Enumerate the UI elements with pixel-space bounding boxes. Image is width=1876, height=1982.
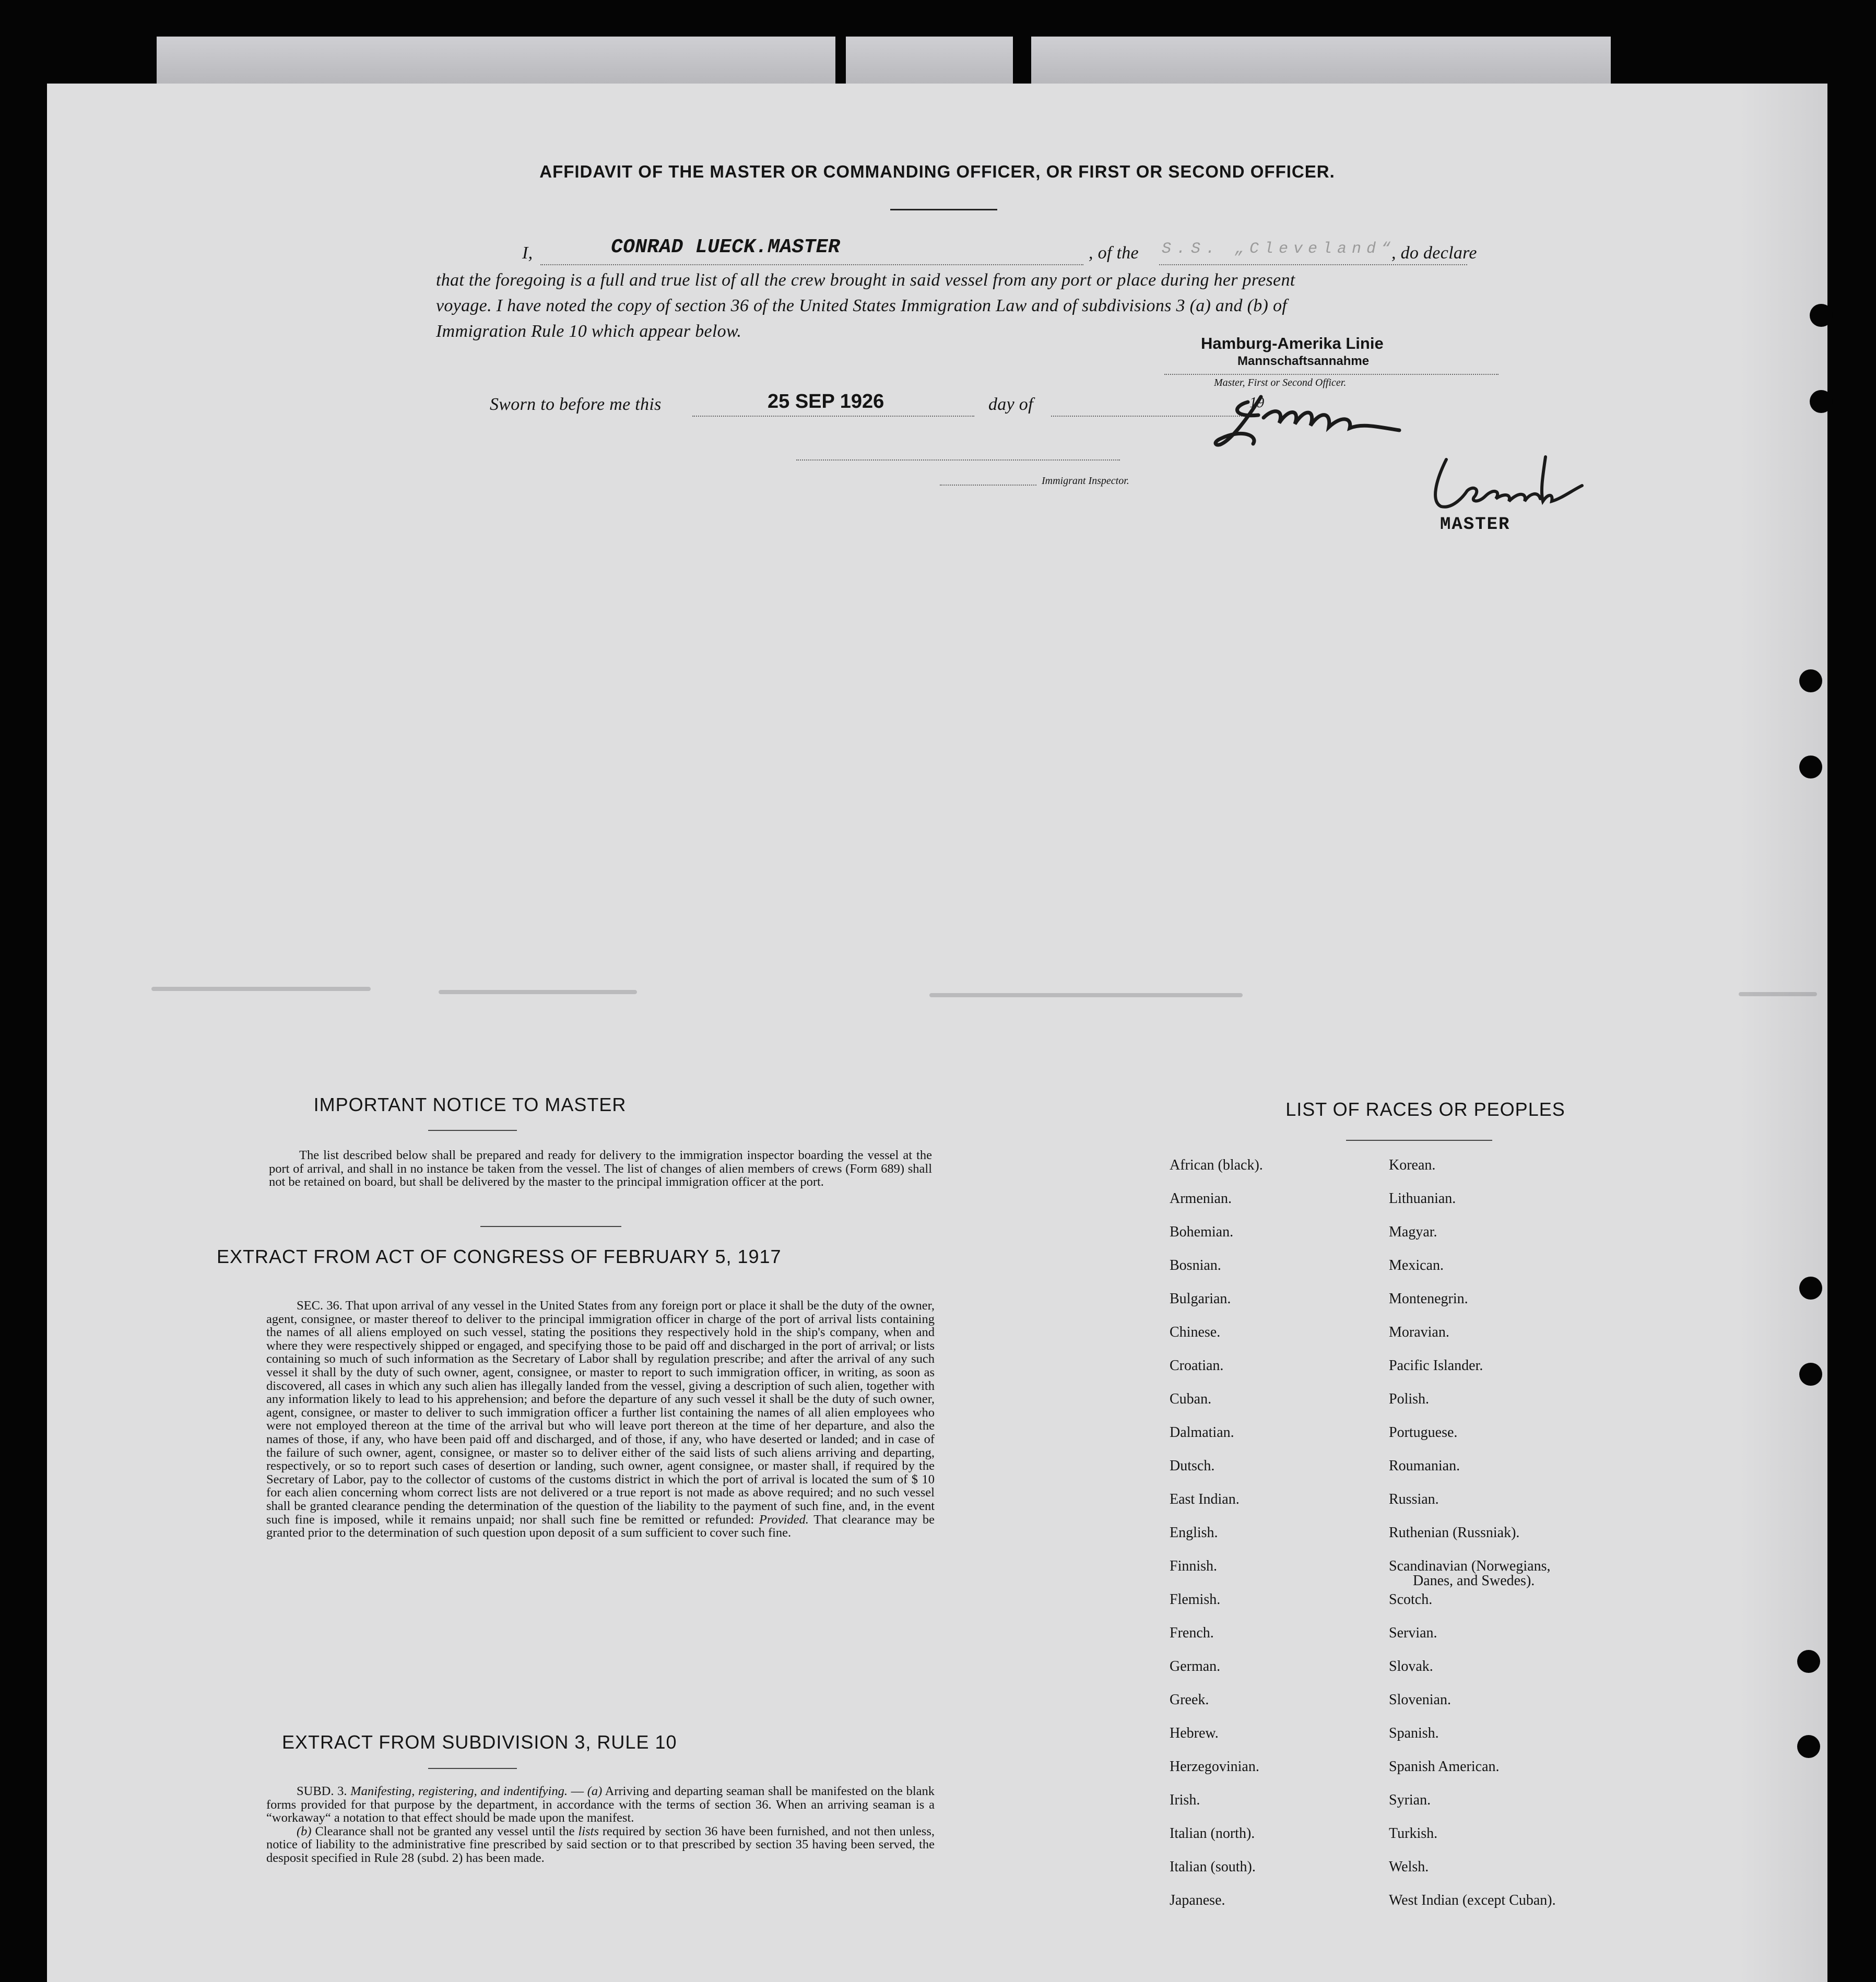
race-item: Magyar. — [1389, 1224, 1437, 1240]
race-item: Scotch. — [1389, 1591, 1433, 1608]
race-item: Greek. — [1170, 1692, 1209, 1708]
race-item: Pacific Islander. — [1389, 1358, 1483, 1374]
races-heading: LIST OF RACES OR PEOPLES — [1285, 1099, 1565, 1120]
document-page — [47, 84, 1827, 1982]
subd-a-paragraph: SUBD. 3. Manifesting, registering, and indentifying. — (a) Arriving and departing seaman shall be manifested on the blank forms provided for that purpose by the department, in accordance with the terms of section 36. When an arriving seaman is a “workaway“ a notation to that effect should be made upon the manifest. — [266, 1784, 935, 1825]
race-item: Irish. — [1170, 1792, 1200, 1808]
notice-paragraph: The list described below shall be prepared and ready for delivery to the immigration inspector boarding the vessel at the port of arrival, and shall in no instance be taken from the vessel. The list of changes of alien members of crews (Form 689) shall not be retained on board, but shall be delivered by the master to the principal immigration officer at the port. — [269, 1148, 932, 1189]
master-stamp: MASTER — [1440, 515, 1511, 535]
sworn-date-stamp: 25 SEP 1926 — [768, 391, 884, 412]
rule-divider — [428, 1768, 517, 1769]
races-left-column — [1170, 1158, 1378, 1927]
subd-b-marker: (b) — [297, 1824, 312, 1838]
title-divider — [890, 209, 997, 210]
sworn-text: Sworn to before me this — [490, 395, 662, 414]
race-item: Japanese. — [1170, 1892, 1225, 1908]
race-item: Korean. — [1389, 1157, 1436, 1173]
race-item: Moravian. — [1389, 1324, 1449, 1340]
section-divider — [480, 1226, 621, 1227]
races-divider — [1346, 1140, 1492, 1141]
race-item: Servian. — [1389, 1625, 1437, 1641]
race-item: Ruthenian (Russniak). — [1389, 1525, 1520, 1541]
notice-divider — [428, 1130, 517, 1131]
master-signature-image — [1415, 449, 1624, 517]
inspector-line-1 — [796, 459, 1120, 461]
race-item-scandinavian — [1389, 1559, 1681, 1592]
page-shading — [1739, 84, 1827, 1982]
name-fill-line — [540, 264, 1083, 265]
race-item-line-2: Danes, and Swedes). — [1413, 1573, 1535, 1589]
inspector-caption: Immigrant Inspector. — [1042, 475, 1129, 487]
rule-extract-heading: EXTRACT FROM SUBDIVISION 3, RULE 10 — [282, 1731, 677, 1753]
race-item-line-1: Scandinavian (Norwegians, — [1389, 1558, 1551, 1574]
race-item: Croatian. — [1170, 1358, 1224, 1374]
provided-word: Provided. — [759, 1512, 809, 1527]
race-item: Cuban. — [1170, 1391, 1212, 1407]
race-item: German. — [1170, 1658, 1221, 1674]
year-prefix: 19 — [1249, 395, 1265, 411]
binder-hole — [1810, 304, 1833, 327]
race-item: Russian. — [1389, 1491, 1439, 1507]
day-of-text: day of — [988, 395, 1033, 414]
notice-body — [269, 1149, 932, 1189]
race-item: Welsh. — [1389, 1859, 1429, 1875]
subd-b-lists-word: lists — [578, 1824, 599, 1838]
race-item: Mexican. — [1389, 1257, 1444, 1273]
race-item: Hebrew. — [1170, 1725, 1219, 1741]
subd-a-marker: (a) — [587, 1784, 603, 1798]
race-item: Flemish. — [1170, 1591, 1221, 1608]
scan-smudge — [151, 987, 371, 991]
subd-b-text-2: required by section 36 have been furnished, and not then unless, notice of liability to the administrative fine prescribed by said section or to that prescribed by section 35 having been served, the desposit specified in Rule 28 (subd. 2) has been made. — [266, 1824, 935, 1865]
of-the-text: , of the — [1089, 243, 1139, 263]
race-item: West Indian (except Cuban). — [1389, 1892, 1556, 1908]
master-name-typed: CONRAD LUECK.MASTER — [611, 236, 840, 258]
scan-smudge — [1739, 992, 1817, 996]
previous-page-edge — [157, 37, 835, 84]
race-item: French. — [1170, 1625, 1214, 1641]
act-extract-heading: EXTRACT FROM ACT OF CONGRESS OF FEBRUARY 5, 1917 — [217, 1246, 782, 1267]
race-item: English. — [1170, 1525, 1218, 1541]
binder-hole — [1799, 1277, 1822, 1300]
affidavit-intro: I, — [522, 243, 533, 263]
race-item: Italian (north). — [1170, 1825, 1255, 1842]
binder-hole — [1799, 756, 1822, 778]
sworn-line — [490, 395, 1325, 415]
do-declare-text: , do declare — [1391, 243, 1477, 263]
race-item: Lithuanian. — [1389, 1190, 1456, 1207]
binder-hole — [1810, 390, 1833, 413]
binder-hole — [1797, 1735, 1820, 1758]
subd-a-text: Arriving and departing seaman shall be manifested on the blank forms provided for that purpose by the department, in accordance with the terms of section 36. When an arriving seaman is a “workaway“ a notation to that effect should be made upon the manifest. — [266, 1784, 935, 1825]
affidavit-line-2: that the foregoing is a full and true list of all the crew brought in said vessel from any port or place during her present — [436, 270, 1295, 290]
subd-label: SUBD. 3. — [297, 1784, 347, 1798]
race-item: Bulgarian. — [1170, 1291, 1231, 1307]
sworn-date-fill — [692, 416, 974, 417]
act-section-36-end: That clearance may be granted prior to the determination of such question upon deposit of a sum sufficient to cover such fine. — [266, 1512, 935, 1540]
rule-extract-body — [266, 1785, 935, 1865]
race-item: Armenian. — [1170, 1190, 1232, 1207]
race-item: Chinese. — [1170, 1324, 1221, 1340]
race-item: Dalmatian. — [1170, 1424, 1234, 1441]
previous-page-edge — [846, 37, 1013, 84]
race-item: Syrian. — [1389, 1792, 1431, 1808]
races-right-column — [1389, 1158, 1681, 1927]
binder-hole — [1799, 669, 1822, 692]
notice-heading: IMPORTANT NOTICE TO MASTER — [313, 1094, 627, 1115]
race-item: African (black). — [1170, 1157, 1263, 1173]
officer-signature-image — [1211, 386, 1483, 454]
race-item: Finnish. — [1170, 1558, 1218, 1574]
race-item: Slovak. — [1389, 1658, 1433, 1674]
race-item: Bohemian. — [1170, 1224, 1234, 1240]
company-stamp: Hamburg-Amerika Linie — [1201, 334, 1384, 352]
subd-b-paragraph — [266, 1825, 935, 1865]
race-item: Spanish. — [1389, 1725, 1439, 1741]
race-item: Herzegovinian. — [1170, 1759, 1259, 1775]
race-item: Spanish American. — [1389, 1759, 1500, 1775]
race-item: Portuguese. — [1389, 1424, 1458, 1441]
race-item: Italian (south). — [1170, 1859, 1256, 1875]
binder-hole — [1799, 1363, 1822, 1386]
ship-name-typed: S.S. „Cleveland“ — [1162, 240, 1396, 258]
race-item: Slovenian. — [1389, 1692, 1451, 1708]
previous-page-edge — [1031, 37, 1611, 84]
binder-hole — [1797, 1650, 1820, 1673]
race-item: Roumanian. — [1389, 1458, 1460, 1474]
act-section-36-main: SEC. 36. That upon arrival of any vessel in the United States from any foreign port or place it shall be the duty of the owner, agent, consignee, or master thereof to deliver to the principal immigration officer in charge of the port of arrival lists containing the names of all aliens employed on such vessel, stating the positions they respectively hold in the ship's company, when and where they were respectively shipped or engaged, and specifying those to be paid off and discharged in the port of arrival; or lists containing so much of such information as the Secretary of Labor shall by regulation prescribe; and after the arrival of any such vessel it shall by the duty of such owner, agent, consignee, or master to report to such immigration officer, in writing, as soon as discovered, all cases in which any such alien has illegally landed from the vessel, giving a description of such alien, together with any information likely to lead to his apprehension; and before the departure of any such vessel it shall be the duty of such owner, agent, consignee, or master to deliver to such immigration officer a further list containing the names of all alien employees who were not employed thereon at the time of the arrival but who will leave port thereon at the time of her departure, and also the names of those, if any, who have been paid off and discharged, and of those, if any, who have deserted or landed; and in case of the failure of such owner, agent, consignee, or master so to deliver either of the said lists of such aliens arriving and departing, respectively, or so to report such cases of desertion or landing, such owner, agent consignee, or master shall, if required by the Secretary of Labor, pay to the collector of customs of the customs district in which the port of arrival is located the sum of $ 10 for each alien concerning whom correct lists are not delivered or a true report is not made as above required; and no such vessel shall be granted clearance pending the determination of the question of the liability to the payment of such fine, and, in the event such fine is imposed, while it remains unpaid; nor shall such fine be remitted or refunded: — [266, 1299, 935, 1527]
race-item: Dutsch. — [1170, 1458, 1215, 1474]
subd-title: Manifesting, registering, and indentifying. — [350, 1784, 568, 1798]
race-item: Polish. — [1389, 1391, 1430, 1407]
inspector-line-2 — [940, 485, 1036, 486]
scan-smudge — [929, 993, 1243, 997]
affidavit-line-3: voyage. I have noted the copy of section 36 of the United States Immigration Law and of subdivisions 3 (a) and (b) of — [436, 296, 1288, 315]
race-item: Turkish. — [1389, 1825, 1438, 1842]
officer-caption: Master, First or Second Officer. — [1214, 377, 1347, 388]
affidavit-title: AFFIDAVIT OF THE MASTER OR COMMANDING OFFICER, OR FIRST OR SECOND OFFICER. — [539, 162, 1335, 181]
ship-fill-line — [1159, 264, 1467, 265]
race-item: East Indian. — [1170, 1491, 1240, 1507]
scan-smudge — [439, 990, 637, 994]
race-item: Montenegrin. — [1389, 1291, 1468, 1307]
race-item: Bosnian. — [1170, 1257, 1221, 1273]
act-section-36-text — [266, 1299, 935, 1540]
affidavit-line-4: Immigration Rule 10 which appear below. — [436, 322, 742, 341]
officer-signature-line — [1164, 374, 1499, 375]
act-extract-body — [266, 1299, 935, 1540]
subd-b-text-1: Clearance shall not be granted any vessel until the — [315, 1824, 575, 1838]
department-stamp: Mannschaftsannahme — [1237, 354, 1370, 368]
